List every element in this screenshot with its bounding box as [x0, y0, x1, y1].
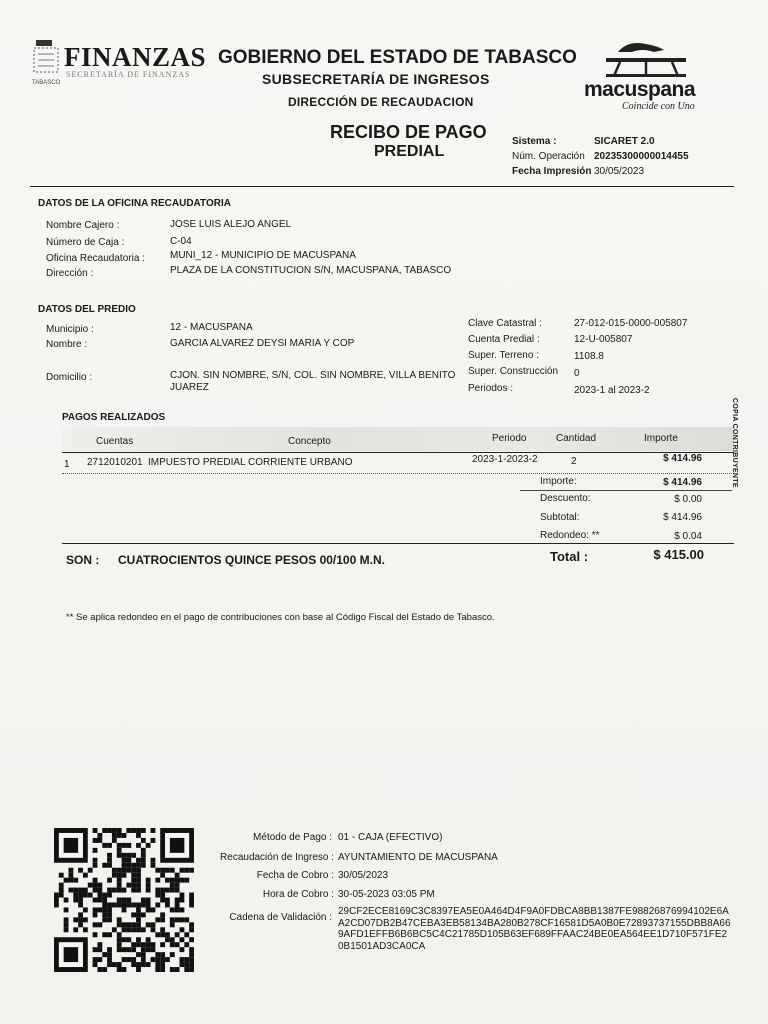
operacion-value: 20235300000014455 [594, 151, 689, 162]
fecha-cobro-label: Fecha de Cobro : [256, 870, 334, 881]
header-divider [30, 186, 734, 187]
cuenta-predial-label: Cuenta Predial : [468, 334, 540, 345]
gobierno-heading: GOBIERNO DEL ESTADO DE TABASCO [218, 47, 577, 68]
row-divider [62, 473, 734, 474]
row-num: 1 [64, 459, 70, 470]
recibo-title: RECIBO DE PAGO [330, 122, 487, 142]
importe-value: $ 414.96 [663, 477, 702, 488]
nombre-value: GARCIA ALVAREZ DEYSI MARIA Y COP [170, 338, 355, 349]
finanzas-subtitle: SECRETARÍA DE FINANZAS [66, 70, 191, 79]
col-header-cantidad: Cantidad [556, 433, 597, 444]
cadena-line: 29CF2ECE8169C3C8397EA5E0A464D4F9A0FDBCA8BB1387FE98826876994102E6A [338, 906, 729, 917]
macuspana-slogan: Coincide con Uno [622, 101, 695, 112]
cadena-validacion-value [338, 906, 733, 952]
row-concepto: IMPUESTO PREDIAL CORRIENTE URBANO [148, 457, 353, 468]
municipio-value: 12 - MACUSPANA [170, 322, 253, 333]
periodos-value: 2023-1 al 2023-2 [574, 385, 650, 396]
predio-section-title: DATOS DEL PREDIO [38, 304, 136, 315]
total-value: $ 415.00 [653, 547, 704, 562]
cajero-value: JOSE LUIS ALEJO ANGEL [170, 219, 292, 230]
caja-label: Número de Caja : [46, 237, 125, 248]
totals-divider [62, 543, 734, 544]
row-cantidad: 2 [571, 456, 577, 467]
copia-contribuyente-side [728, 398, 738, 490]
pagos-section-title: PAGOS REALIZADOS [62, 412, 166, 423]
super-construccion-label: Super. Construcción [468, 366, 559, 377]
nombre-label: Nombre : [46, 339, 88, 350]
copia-contribuyente-text: COPIA CONTRIBUYENTE [731, 398, 738, 488]
row-cuenta: 2712010201 [87, 457, 143, 468]
descuento-value: $ 0.00 [674, 494, 702, 505]
son-label: SON : [66, 553, 100, 567]
recaudacion-label: Recaudación de Ingreso : [220, 852, 334, 863]
cajero-label: Nombre Cajero : [46, 220, 120, 231]
operacion-label: Núm. Operación [512, 151, 585, 162]
cadena-validacion-label: Cadena de Validación : [229, 912, 332, 923]
domicilio-value-line2: JUAREZ [170, 382, 209, 393]
finanzas-brand: FINANZAS [64, 42, 207, 72]
hora-cobro-label: Hora de Cobro : [262, 889, 334, 900]
caja-value: C-04 [170, 236, 192, 247]
super-terreno-label: Super. Terreno : [468, 350, 539, 361]
periodos-label: Periodos : [468, 383, 514, 394]
macuspana-logo-text: macuspana [584, 78, 696, 101]
domicilio-value-line1: CJON. SIN NOMBRE, S/N, COL. SIN NOMBRE, VILLA BENITO [170, 370, 456, 381]
redondeo-label: Redondeo: ** [540, 530, 600, 541]
super-terreno-value: 1108.8 [574, 351, 604, 362]
subtotal-value: $ 414.96 [663, 512, 702, 523]
direccion-label: Dirección : [46, 268, 94, 279]
col-header-cuentas: Cuentas [96, 436, 134, 447]
subsecretaria-heading: SUBSECRETARÍA DE INGRESOS [262, 71, 490, 87]
subtotal-label: Subtotal: [540, 512, 580, 523]
oficina-label: Oficina Recaudatoria : [46, 253, 145, 264]
redondeo-value: $ 0.04 [674, 531, 702, 542]
descuento-label: Descuento: [540, 493, 591, 504]
fecha-cobro-value: 30/05/2023 [338, 870, 389, 881]
col-header-periodo: Periodo [492, 433, 527, 444]
domicilio-label: Domicilio : [46, 372, 93, 383]
total-label: Total : [550, 549, 589, 564]
table-header-band [62, 427, 734, 451]
importe-label: Importe: [540, 476, 577, 487]
sistema-value: SICARET 2.0 [594, 136, 655, 147]
direccion-value: PLAZA DE LA CONSTITUCION S/N, MACUSPANA, TABASCO [170, 265, 452, 276]
cadena-line: A2CD07DB2B47CEBA3EB58134BA280B278CF16581D5A0B0E72893737155DBB8A66 [338, 917, 731, 929]
super-construccion-value: 0 [574, 368, 580, 379]
cadena-line: 9AFD1EFFB6B6BC5C4C21785D105B63EF689FFAAC24BE0EA564EE1D710F571FE2 [338, 929, 728, 940]
importe-divider [520, 490, 732, 491]
son-value: CUATROCIENTOS QUINCE PESOS 00/100 M.N. [118, 553, 385, 567]
cadena-line: 0B1501AD3CA0CA [338, 940, 426, 952]
fecha-impresion-label: Fecha Impresión [512, 166, 592, 177]
clave-catastral-label: Clave Catastral : [468, 318, 542, 329]
redondeo-footnote: ** Se aplica redondeo en el pago de contribuciones con base al Código Fiscal del Estado de Tabasco. [66, 612, 495, 623]
recaudacion-value: AYUNTAMIENTO DE MACUSPANA [338, 852, 498, 863]
macuspana-emblem-icon [598, 38, 694, 80]
row-importe: $ 414.96 [663, 453, 702, 464]
clave-catastral-value: 27-012-015-0000-005807 [574, 318, 688, 329]
cuenta-predial-value: 12-U-005807 [574, 334, 633, 345]
metodo-pago-value: 01 - CAJA (EFECTIVO) [338, 832, 443, 843]
finanzas-tiny-label: TABASCO [32, 80, 61, 86]
col-header-concepto: Concepto [288, 436, 331, 447]
oficina-value: MUNI_12 - MUNICIPIO DE MACUSPANA [170, 250, 356, 261]
direccion-heading: DIRECCIÓN DE RECAUDACION [288, 95, 474, 109]
row-periodo: 2023-1-2023-2 [472, 454, 538, 465]
municipio-label: Municipio : [46, 324, 94, 335]
qr-code-icon [54, 828, 194, 972]
metodo-pago-label: Método de Pago : [253, 832, 332, 843]
oficina-section-title: DATOS DE LA OFICINA RECAUDATORIA [38, 198, 231, 209]
hora-cobro-value: 30-05-2023 03:05 PM [338, 889, 435, 900]
sistema-label: Sistema : [512, 136, 557, 147]
col-header-importe: Importe [644, 433, 678, 444]
fecha-impresion-value: 30/05/2023 [594, 166, 645, 177]
predial-title: PREDIAL [374, 143, 445, 160]
